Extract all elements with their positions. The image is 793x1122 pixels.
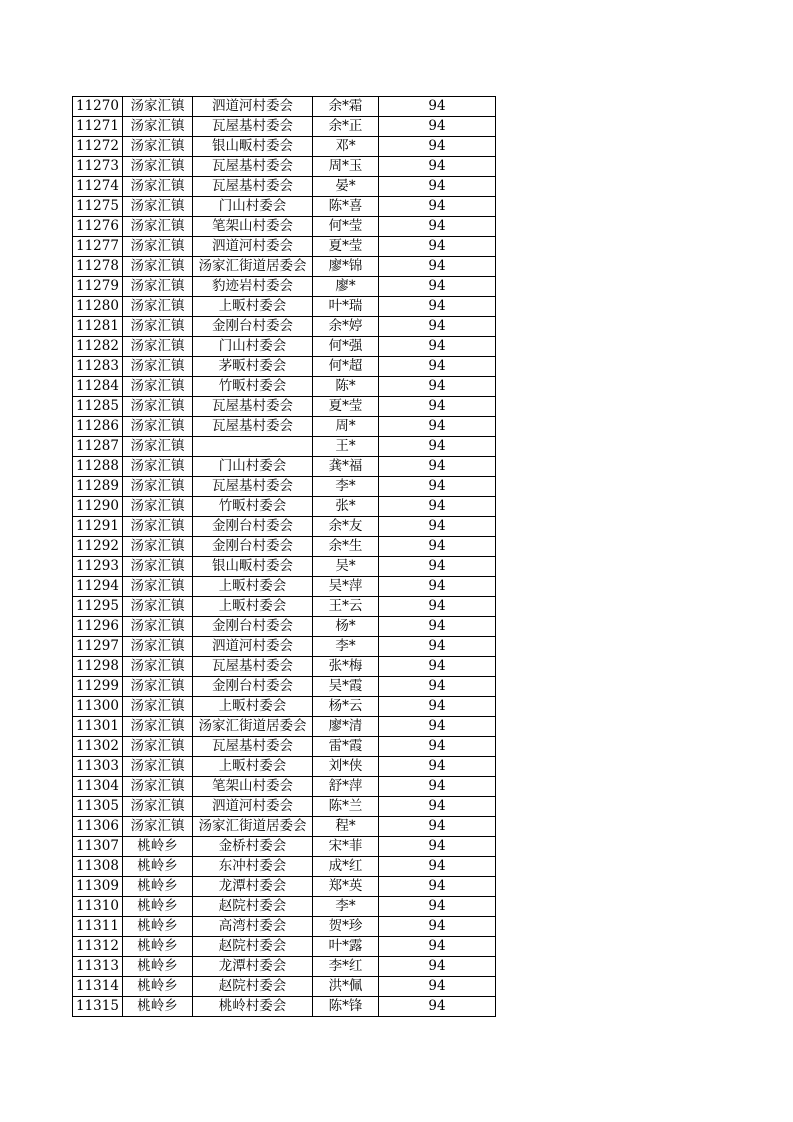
table-row <box>73 697 496 717</box>
person-name-cell: 李* <box>313 477 379 497</box>
score-cell: 94 <box>379 737 496 757</box>
table-row <box>73 737 496 757</box>
score-cell: 94 <box>379 237 496 257</box>
row-number-cell: 11291 <box>73 517 123 537</box>
person-name-cell: 洪*佩 <box>313 977 379 997</box>
village-committee-cell: 泗道河村委会 <box>193 237 313 257</box>
table-row <box>73 937 496 957</box>
score-cell: 94 <box>379 897 496 917</box>
person-name-cell: 何*强 <box>313 337 379 357</box>
township-cell: 汤家汇镇 <box>123 377 193 397</box>
score-cell: 94 <box>379 817 496 837</box>
village-committee-cell: 汤家汇街道居委会 <box>193 257 313 277</box>
township-cell: 汤家汇镇 <box>123 277 193 297</box>
person-name-cell: 杨*云 <box>313 697 379 717</box>
township-cell: 汤家汇镇 <box>123 737 193 757</box>
person-name-cell: 廖* <box>313 277 379 297</box>
township-cell: 汤家汇镇 <box>123 697 193 717</box>
village-committee-cell: 赵院村委会 <box>193 897 313 917</box>
village-committee-cell: 豹迹岩村委会 <box>193 277 313 297</box>
score-cell: 94 <box>379 497 496 517</box>
township-cell: 汤家汇镇 <box>123 117 193 137</box>
township-cell: 桃岭乡 <box>123 957 193 977</box>
township-cell: 汤家汇镇 <box>123 417 193 437</box>
village-committee-cell: 茅畈村委会 <box>193 357 313 377</box>
score-cell: 94 <box>379 297 496 317</box>
village-committee-cell: 赵院村委会 <box>193 977 313 997</box>
score-cell: 94 <box>379 997 496 1017</box>
village-committee-cell: 门山村委会 <box>193 457 313 477</box>
row-number-cell: 11296 <box>73 617 123 637</box>
row-number-cell: 11293 <box>73 557 123 577</box>
row-number-cell: 11286 <box>73 417 123 437</box>
township-cell: 汤家汇镇 <box>123 217 193 237</box>
township-cell: 汤家汇镇 <box>123 437 193 457</box>
village-committee-cell: 赵院村委会 <box>193 937 313 957</box>
township-cell: 汤家汇镇 <box>123 357 193 377</box>
row-number-cell: 11303 <box>73 757 123 777</box>
person-name-cell: 李*红 <box>313 957 379 977</box>
table-row <box>73 477 496 497</box>
score-cell: 94 <box>379 777 496 797</box>
person-name-cell: 余*婷 <box>313 317 379 337</box>
score-cell: 94 <box>379 317 496 337</box>
village-committee-cell: 上畈村委会 <box>193 297 313 317</box>
row-number-cell: 11288 <box>73 457 123 477</box>
score-cell: 94 <box>379 437 496 457</box>
row-number-cell: 11302 <box>73 737 123 757</box>
person-name-cell: 王*云 <box>313 597 379 617</box>
row-number-cell: 11285 <box>73 397 123 417</box>
row-number-cell: 11304 <box>73 777 123 797</box>
village-committee-cell: 高湾村委会 <box>193 917 313 937</box>
score-cell: 94 <box>379 677 496 697</box>
table-row <box>73 997 496 1017</box>
score-cell: 94 <box>379 377 496 397</box>
table-row <box>73 657 496 677</box>
score-cell: 94 <box>379 617 496 637</box>
village-committee-cell: 泗道河村委会 <box>193 97 313 117</box>
person-name-cell: 雷*霞 <box>313 737 379 757</box>
table-row <box>73 417 496 437</box>
table-row <box>73 917 496 937</box>
score-cell: 94 <box>379 157 496 177</box>
table-row <box>73 517 496 537</box>
table-row <box>73 357 496 377</box>
score-cell: 94 <box>379 957 496 977</box>
person-name-cell: 廖*锦 <box>313 257 379 277</box>
person-name-cell: 陈*喜 <box>313 197 379 217</box>
township-cell: 桃岭乡 <box>123 997 193 1017</box>
township-cell: 汤家汇镇 <box>123 757 193 777</box>
person-name-cell: 余*友 <box>313 517 379 537</box>
person-name-cell: 吴*萍 <box>313 577 379 597</box>
score-cell: 94 <box>379 797 496 817</box>
person-name-cell: 王* <box>313 437 379 457</box>
village-committee-cell: 泗道河村委会 <box>193 637 313 657</box>
township-cell: 桃岭乡 <box>123 977 193 997</box>
score-cell: 94 <box>379 597 496 617</box>
row-number-cell: 11298 <box>73 657 123 677</box>
table-row <box>73 777 496 797</box>
row-number-cell: 11283 <box>73 357 123 377</box>
row-number-cell: 11311 <box>73 917 123 937</box>
row-number-cell: 11301 <box>73 717 123 737</box>
table-row <box>73 957 496 977</box>
village-committee-cell: 门山村委会 <box>193 197 313 217</box>
table-row <box>73 637 496 657</box>
table-row <box>73 137 496 157</box>
roster-table-body <box>73 97 496 1017</box>
row-number-cell: 11307 <box>73 837 123 857</box>
row-number-cell: 11272 <box>73 137 123 157</box>
row-number-cell: 11310 <box>73 897 123 917</box>
table-row <box>73 757 496 777</box>
score-cell: 94 <box>379 557 496 577</box>
person-name-cell: 何*超 <box>313 357 379 377</box>
township-cell: 桃岭乡 <box>123 917 193 937</box>
village-committee-cell: 瓦屋基村委会 <box>193 397 313 417</box>
table-row <box>73 617 496 637</box>
score-cell: 94 <box>379 357 496 377</box>
score-cell: 94 <box>379 577 496 597</box>
row-number-cell: 11297 <box>73 637 123 657</box>
table-row <box>73 457 496 477</box>
person-name-cell: 夏*莹 <box>313 237 379 257</box>
person-name-cell: 叶*瑞 <box>313 297 379 317</box>
row-number-cell: 11273 <box>73 157 123 177</box>
row-number-cell: 11282 <box>73 337 123 357</box>
township-cell: 汤家汇镇 <box>123 297 193 317</box>
township-cell: 汤家汇镇 <box>123 237 193 257</box>
township-cell: 汤家汇镇 <box>123 817 193 837</box>
person-name-cell: 余*生 <box>313 537 379 557</box>
score-cell: 94 <box>379 917 496 937</box>
table-row <box>73 157 496 177</box>
table-row <box>73 217 496 237</box>
table-row <box>73 117 496 137</box>
table-row <box>73 797 496 817</box>
village-committee-cell: 瓦屋基村委会 <box>193 117 313 137</box>
person-name-cell: 陈*锋 <box>313 997 379 1017</box>
township-cell: 汤家汇镇 <box>123 517 193 537</box>
village-committee-cell: 竹畈村委会 <box>193 377 313 397</box>
score-cell: 94 <box>379 757 496 777</box>
village-committee-cell: 上畈村委会 <box>193 697 313 717</box>
table-row <box>73 397 496 417</box>
township-cell: 汤家汇镇 <box>123 597 193 617</box>
row-number-cell: 11284 <box>73 377 123 397</box>
village-committee-cell: 上畈村委会 <box>193 757 313 777</box>
township-cell: 汤家汇镇 <box>123 557 193 577</box>
township-cell: 汤家汇镇 <box>123 137 193 157</box>
table-row <box>73 277 496 297</box>
village-committee-cell: 瓦屋基村委会 <box>193 477 313 497</box>
person-name-cell: 郑*英 <box>313 877 379 897</box>
township-cell: 汤家汇镇 <box>123 257 193 277</box>
village-committee-cell: 汤家汇街道居委会 <box>193 817 313 837</box>
village-committee-cell: 笔架山村委会 <box>193 217 313 237</box>
person-name-cell: 陈* <box>313 377 379 397</box>
village-committee-cell: 龙潭村委会 <box>193 957 313 977</box>
township-cell: 汤家汇镇 <box>123 677 193 697</box>
village-committee-cell: 笔架山村委会 <box>193 777 313 797</box>
row-number-cell: 11271 <box>73 117 123 137</box>
village-committee-cell: 泗道河村委会 <box>193 797 313 817</box>
township-cell: 桃岭乡 <box>123 937 193 957</box>
score-cell: 94 <box>379 877 496 897</box>
table-row <box>73 237 496 257</box>
score-cell: 94 <box>379 837 496 857</box>
row-number-cell: 11289 <box>73 477 123 497</box>
person-name-cell: 何*莹 <box>313 217 379 237</box>
score-cell: 94 <box>379 137 496 157</box>
row-number-cell: 11281 <box>73 317 123 337</box>
person-name-cell: 叶*露 <box>313 937 379 957</box>
person-name-cell: 周* <box>313 417 379 437</box>
person-name-cell: 夏*莹 <box>313 397 379 417</box>
row-number-cell: 11279 <box>73 277 123 297</box>
village-committee-cell: 上畈村委会 <box>193 597 313 617</box>
person-name-cell: 余*霜 <box>313 97 379 117</box>
person-name-cell: 杨* <box>313 617 379 637</box>
row-number-cell: 11294 <box>73 577 123 597</box>
score-cell: 94 <box>379 177 496 197</box>
table-row <box>73 877 496 897</box>
township-cell: 汤家汇镇 <box>123 717 193 737</box>
score-cell: 94 <box>379 217 496 237</box>
township-cell: 桃岭乡 <box>123 877 193 897</box>
row-number-cell: 11274 <box>73 177 123 197</box>
row-number-cell: 11277 <box>73 237 123 257</box>
table-row <box>73 857 496 877</box>
score-cell: 94 <box>379 657 496 677</box>
row-number-cell: 11292 <box>73 537 123 557</box>
row-number-cell: 11270 <box>73 97 123 117</box>
township-cell: 汤家汇镇 <box>123 457 193 477</box>
table-row <box>73 897 496 917</box>
row-number-cell: 11278 <box>73 257 123 277</box>
table-row <box>73 297 496 317</box>
row-number-cell: 11312 <box>73 937 123 957</box>
row-number-cell: 11275 <box>73 197 123 217</box>
township-cell: 桃岭乡 <box>123 857 193 877</box>
table-row <box>73 677 496 697</box>
person-name-cell: 廖*清 <box>313 717 379 737</box>
table-row <box>73 97 496 117</box>
score-cell: 94 <box>379 697 496 717</box>
township-cell: 汤家汇镇 <box>123 657 193 677</box>
village-committee-cell: 瓦屋基村委会 <box>193 177 313 197</box>
score-cell: 94 <box>379 97 496 117</box>
score-cell: 94 <box>379 337 496 357</box>
person-name-cell: 贺*珍 <box>313 917 379 937</box>
township-cell: 汤家汇镇 <box>123 157 193 177</box>
township-cell: 桃岭乡 <box>123 897 193 917</box>
table-row <box>73 557 496 577</box>
person-name-cell: 吴*霞 <box>313 677 379 697</box>
table-row <box>73 497 496 517</box>
table-row <box>73 977 496 997</box>
row-number-cell: 11295 <box>73 597 123 617</box>
village-committee-cell <box>193 437 313 457</box>
person-name-cell: 张*梅 <box>313 657 379 677</box>
person-name-cell: 程* <box>313 817 379 837</box>
township-cell: 汤家汇镇 <box>123 577 193 597</box>
village-committee-cell: 瓦屋基村委会 <box>193 417 313 437</box>
score-cell: 94 <box>379 977 496 997</box>
village-committee-cell: 上畈村委会 <box>193 577 313 597</box>
row-number-cell: 11306 <box>73 817 123 837</box>
village-committee-cell: 金桥村委会 <box>193 837 313 857</box>
village-committee-cell: 金刚台村委会 <box>193 677 313 697</box>
person-name-cell: 刘*侠 <box>313 757 379 777</box>
person-name-cell: 龚*福 <box>313 457 379 477</box>
score-cell: 94 <box>379 937 496 957</box>
person-name-cell: 吴* <box>313 557 379 577</box>
township-cell: 汤家汇镇 <box>123 397 193 417</box>
row-number-cell: 11313 <box>73 957 123 977</box>
township-cell: 汤家汇镇 <box>123 537 193 557</box>
row-number-cell: 11315 <box>73 997 123 1017</box>
person-name-cell: 陈*兰 <box>313 797 379 817</box>
table-row <box>73 577 496 597</box>
row-number-cell: 11287 <box>73 437 123 457</box>
person-name-cell: 李* <box>313 637 379 657</box>
village-committee-cell: 银山畈村委会 <box>193 137 313 157</box>
township-cell: 汤家汇镇 <box>123 197 193 217</box>
township-cell: 汤家汇镇 <box>123 497 193 517</box>
village-committee-cell: 金刚台村委会 <box>193 517 313 537</box>
row-number-cell: 11305 <box>73 797 123 817</box>
score-cell: 94 <box>379 717 496 737</box>
table-row <box>73 377 496 397</box>
village-committee-cell: 金刚台村委会 <box>193 317 313 337</box>
row-number-cell: 11308 <box>73 857 123 877</box>
row-number-cell: 11280 <box>73 297 123 317</box>
village-committee-cell: 金刚台村委会 <box>193 617 313 637</box>
table-row <box>73 437 496 457</box>
person-name-cell: 舒*萍 <box>313 777 379 797</box>
row-number-cell: 11309 <box>73 877 123 897</box>
person-name-cell: 张* <box>313 497 379 517</box>
township-cell: 汤家汇镇 <box>123 777 193 797</box>
village-committee-cell: 银山畈村委会 <box>193 557 313 577</box>
score-cell: 94 <box>379 457 496 477</box>
village-committee-cell: 瓦屋基村委会 <box>193 657 313 677</box>
township-cell: 汤家汇镇 <box>123 477 193 497</box>
township-cell: 汤家汇镇 <box>123 797 193 817</box>
row-number-cell: 11300 <box>73 697 123 717</box>
person-name-cell: 李* <box>313 897 379 917</box>
township-cell: 汤家汇镇 <box>123 337 193 357</box>
score-cell: 94 <box>379 637 496 657</box>
village-committee-cell: 门山村委会 <box>193 337 313 357</box>
score-cell: 94 <box>379 517 496 537</box>
village-committee-cell: 金刚台村委会 <box>193 537 313 557</box>
score-cell: 94 <box>379 117 496 137</box>
row-number-cell: 11314 <box>73 977 123 997</box>
score-cell: 94 <box>379 277 496 297</box>
score-cell: 94 <box>379 197 496 217</box>
row-number-cell: 11299 <box>73 677 123 697</box>
score-cell: 94 <box>379 857 496 877</box>
score-cell: 94 <box>379 477 496 497</box>
score-cell: 94 <box>379 257 496 277</box>
table-row <box>73 177 496 197</box>
person-name-cell: 成*红 <box>313 857 379 877</box>
township-cell: 汤家汇镇 <box>123 617 193 637</box>
table-row <box>73 197 496 217</box>
township-cell: 汤家汇镇 <box>123 97 193 117</box>
table-row <box>73 817 496 837</box>
person-name-cell: 余*正 <box>313 117 379 137</box>
table-row <box>73 317 496 337</box>
score-cell: 94 <box>379 537 496 557</box>
table-row <box>73 837 496 857</box>
township-cell: 汤家汇镇 <box>123 177 193 197</box>
person-name-cell: 邓* <box>313 137 379 157</box>
person-name-cell: 周*玉 <box>313 157 379 177</box>
village-committee-cell: 桃岭村委会 <box>193 997 313 1017</box>
person-name-cell: 晏* <box>313 177 379 197</box>
table-row <box>73 337 496 357</box>
table-row <box>73 597 496 617</box>
roster-table <box>72 96 496 1017</box>
village-committee-cell: 竹畈村委会 <box>193 497 313 517</box>
score-cell: 94 <box>379 417 496 437</box>
person-name-cell: 宋*菲 <box>313 837 379 857</box>
village-committee-cell: 瓦屋基村委会 <box>193 737 313 757</box>
table-row <box>73 537 496 557</box>
score-cell: 94 <box>379 397 496 417</box>
township-cell: 桃岭乡 <box>123 837 193 857</box>
village-committee-cell: 东冲村委会 <box>193 857 313 877</box>
township-cell: 汤家汇镇 <box>123 637 193 657</box>
row-number-cell: 11276 <box>73 217 123 237</box>
table-row <box>73 257 496 277</box>
table-row <box>73 717 496 737</box>
village-committee-cell: 汤家汇街道居委会 <box>193 717 313 737</box>
row-number-cell: 11290 <box>73 497 123 517</box>
village-committee-cell: 龙潭村委会 <box>193 877 313 897</box>
village-committee-cell: 瓦屋基村委会 <box>193 157 313 177</box>
township-cell: 汤家汇镇 <box>123 317 193 337</box>
